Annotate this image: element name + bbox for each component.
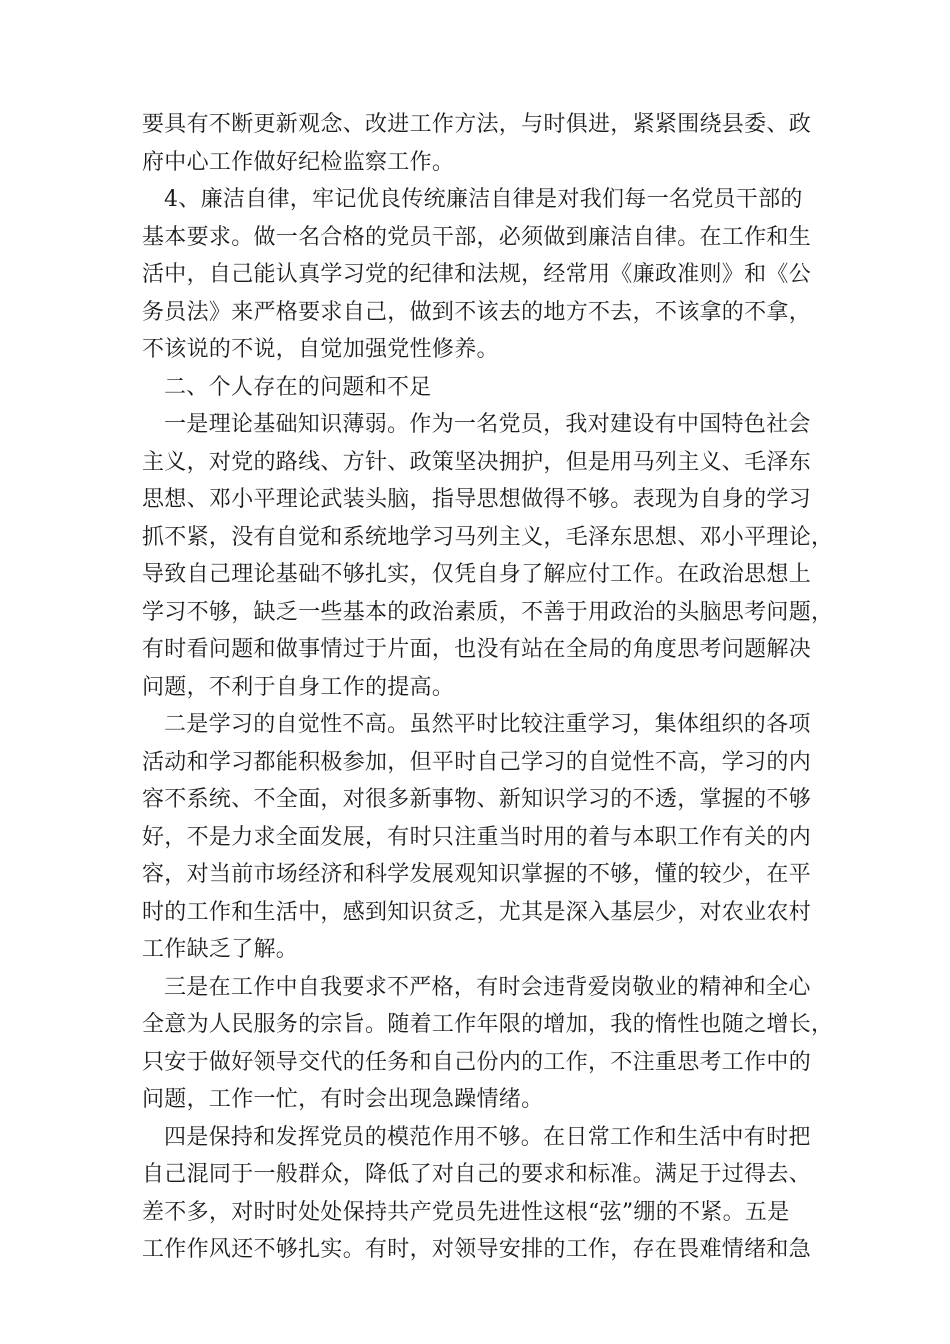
text-line: 好，不是力求全面发展，有时只注重当时用的着与本职工作有关的内 <box>142 824 812 850</box>
section-heading: 二、个人存在的问题和不足 <box>164 374 432 400</box>
text-line: 一是理论基础知识薄弱。作为一名党员，我对建设有中国特色社会 <box>164 412 811 437</box>
text-line: 差不多，对时时处处保持共产党员先进性这根“弦”绷的不紧。五是 <box>142 1199 790 1225</box>
text-line: 活动和学习都能积极参加，但平时自己学习的自觉性不高，学习的内 <box>142 749 812 775</box>
text-line: 问题，不利于自身工作的提高。 <box>142 674 455 700</box>
text-line: 有时看问题和做事情过于片面，也没有站在全局的角度思考问题解决 <box>142 637 812 662</box>
text-line: 自己混同于一般群众，降低了对自己的要求和标准。满足于过得去、 <box>142 1162 812 1187</box>
text-line: 问题，工作一忙，有时会出现急躁情绪。 <box>142 1087 544 1112</box>
text-line: 务员法》来严格要求自己，做到不该去的地方不去，不该拿的不拿， <box>142 299 812 325</box>
text-line: 三是在工作中自我要求不严格，有时会违背爱岗敬业的精神和全心 <box>164 974 811 1000</box>
text-line: 工作作风还不够扎实。有时，对领导安排的工作，存在畏难情绪和急 <box>142 1237 812 1262</box>
text-line: 基本要求。做一名合格的党员干部，必须做到廉洁自律。在工作和生 <box>142 224 812 250</box>
text-line: 全意为人民服务的宗旨。随着工作年限的增加，我的惰性也随之增长， <box>142 1012 834 1037</box>
text-line: 四是保持和发挥党员的模范作用不够。在日常工作和生活中有时把 <box>164 1124 811 1150</box>
text-line: 只安于做好领导交代的任务和自己份内的工作，不注重思考工作中的 <box>142 1049 812 1075</box>
text-line: 活中，自己能认真学习党的纪律和法规，经常用《廉政准则》和《公 <box>142 262 812 287</box>
text-line: 府中心工作做好纪检监察工作。 <box>142 149 455 175</box>
text-line: 时的工作和生活中，感到知识贫乏，尤其是深入基层少，对农业农村 <box>142 899 812 925</box>
text-line: 不该说的不说，自觉加强党性修养。 <box>142 337 499 362</box>
text-line: 抓不紧，没有自觉和系统地学习马列主义，毛泽东思想、邓小平理论， <box>142 524 834 550</box>
text-line: 容不系统、不全面，对很多新事物、新知识学习的不透，掌握的不够 <box>142 787 812 812</box>
text-line: 容，对当前市场经济和科学发展观知识掌握的不够，懂的较少，在平 <box>142 862 812 887</box>
body-text <box>142 106 834 1269</box>
text-line: 工作缺乏了解。 <box>142 937 299 962</box>
text-line: 学习不够，缺乏一些基本的政治素质，不善于用政治的头脑思考问题， <box>142 599 834 625</box>
text-line: 二是学习的自觉性不高。虽然平时比较注重学习，集体组织的各项 <box>164 712 811 737</box>
text-line: 导致自己理论基础不够扎实，仅凭自身了解应付工作。在政治思想上 <box>142 562 812 587</box>
text-line: 主义，对党的路线、方针、政策坚决拥护，但是用马列主义、毛泽东 <box>142 449 812 475</box>
text-line: 思想、邓小平理论武装头脑，指导思想做得不够。表现为自身的学习 <box>142 487 812 512</box>
text-line: 要具有不断更新观念、改进工作方法，与时俱进，紧紧围绕县委、政 <box>142 112 812 137</box>
text-line: 4、廉洁自律，牢记优良传统廉洁自律是对我们每一名党员干部的 <box>164 187 803 212</box>
